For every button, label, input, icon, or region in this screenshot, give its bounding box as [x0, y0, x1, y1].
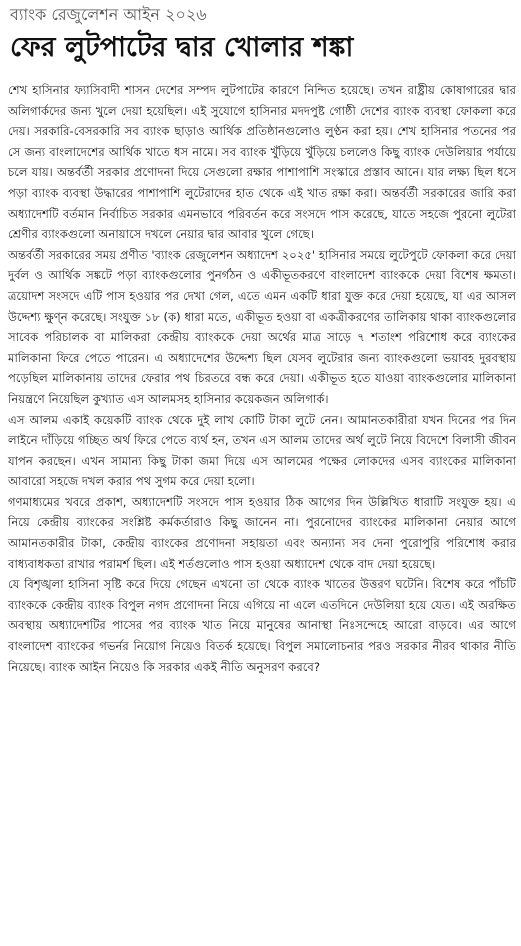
headline: ফের লুটপাটের দ্বার খোলার শঙ্কা — [10, 32, 354, 63]
paragraph: গণমাধ্যমের খবরে প্রকাশ, অধ্যাদেশটি সংসদে পাস হওয়ার ঠিক আগের দিন উল্লিখিত ধারাটি সংযুক্ত হয়। এ নিয়ে কেন্দ্রীয় ব্যাংকের সংশ্লিষ্ট কর্মকর্তারাও কিছু জানেন না। পুরনোদের ব্যাংকের মালিকানা নেয়ার আগে আমানতকারীর টাকা, কেন্দ্রীয় ব্যাংকের প্রণোদনা সহায়তা এবং অন্যান্য সব দেনা পুরোপুরি পরিশোধ করার বাধ্যবাধকতা রাখার পরামর্শ ছিল। এই শর্তগুলোও পাস হওয়া অধ্যাদেশ থেকে বাদ দেয়া হয়েছে। — [8, 494, 516, 571]
article-body — [8, 80, 516, 677]
paragraph: যে বিশৃঙ্খলা হাসিনা সৃষ্টি করে দিয়ে গেছেন এখনো তা থেকে ব্যাংক খাতের উত্তরণ ঘটেনি। বিশেষ করে পাঁচটি ব্যাংককে কেন্দ্রীয় ব্যাংক বিপুল নগদ প্রণোদনা নিয়ে এগিয়ে না এলে এতদিনে দেউলিয়া হয়ে যেত। এই অরক্ষিত অবস্থায় অধ্যাদেশটির পাসের পর ব্যাংক খাত নিয়ে মানুষের আনাস্থা নিঃসন্দেহে আরো বাড়বে। এর আগে বাংলাদেশ ব্যাংকের গভর্নর নিয়োগ নিয়েও বিতর্ক হয়েছে। বিপুল সমালোচনার পরও সরকার নীরব থাকার নীতি নিয়েছে। ব্যাংক আইন নিয়েও কি সরকার একই নীতি অনুসরণ করবে? — [8, 577, 516, 674]
paragraph: শেখ হাসিনার ফ্যাসিবাদী শাসন দেশের সম্পদ লুটপাটের কারণে নিন্দিত হয়েছে। তখন রাষ্ট্রীয় কোষাগারের দ্বার অলিগার্কদের জন্য খুলে দেয়া হয়েছিল। এই সুযোগে হাসিনার মদদপুষ্ট গোষ্ঠী দেশের ব্যাংক ব্যবস্থা ফোকলা করে দেয়। সরকারি-বেসরকারি সব ব্যাংক ছাড়াও আর্থিক প্রতিষ্ঠানগুলোও লুণ্ঠন করা হয়। শেখ হাসিনার পতনের পর সে জন্য বাংলাদেশের আর্থিক খাতে ধস নামে। সব ব্যাংক খুঁড়িয়ে খুঁড়িয়ে চললেও কিছু ব্যাংক দেউলিয়ার পর্যায়ে চলে যায়। অন্তর্বর্তী সরকার প্রণোদনা দিয়ে সেগুলো রক্ষার পাশাপাশি সংস্কারে প্রস্তাব আনে। যার লক্ষ্য ছিল ধসে পড়া ব্যাংক ব্যবস্থা উদ্ধারের পাশাপাশি লুটেরাদের হাত থেকে এই খাত রক্ষা করা। অন্তর্বর্তী সরকারের জারি করা অধ্যাদেশটি বর্তমান নির্বাচিত সরকার এমনভাবে পরিবর্তন করে সংসদে পাস করেছে, যাতে সহজে পুরনো লুটেরা শ্রেণীর ব্যাংকগুলো অনায়াসে দখলে নেয়ার দ্বার আবার খুলে গেছে। — [8, 83, 516, 242]
kicker: ব্যাংক রেজুলেশন আইন ২০২৬ — [10, 5, 207, 24]
paragraph: অন্তর্বর্তী সরকারের সময় প্রণীত 'ব্যাংক রেজুলেশন অধ্যাদেশ ২০২৫' হাসিনার সময়ে লুটেপুটে ফোকলা করে দেয়া দুর্বল ও আর্থিক সঙ্কটে পড়া ব্যাংকগুলোর পুনর্গঠন ও একীভূতকরণে বাংলাদেশ ব্যাংককে দেয়া বিশেষ ক্ষমতা। ত্রয়োদশ সংসদে এটি পাস হওয়ার পর দেখা গেল, এতে এমন একটি ধারা যুক্ত করে দেয়া হয়েছে, যা এর আসল উদ্দেশ্য ক্ষুণ্ন করেছে। সংযুক্ত ১৮ (ক) ধারা মতে, একীভূত হওয়া বা একত্রীকরণের তালিকায় থাকা ব্যাংকগুলোর সাবেক পরিচালক বা মালিকরা কেন্দ্রীয় ব্যাংককে দেয়া অর্থের মাত্র সাড়ে ৭ শতাংশ পরিশোধ করে ব্যাংকের মালিকানা ফিরে পেতে পারেন। এ অধ্যাদেশের উদ্দেশ্য ছিল যেসব লুটেরার জন্য ব্যাংকগুলো ভয়াবহ দুরবস্থায় পড়েছিল মালিকানায় তাদের ফেরার পথ চিরতরে বন্ধ করে দেয়া। একীভূত হতে যাওয়া ব্যাংকগুলোর মালিকানা নিয়ন্ত্রণে নিয়েছিল কুখ্যাত এস আলমসহ হাসিনার কয়েকজন অলিগার্ক। — [8, 247, 516, 406]
paragraph: এস আলম একাই কয়েকটি ব্যাংক থেকে দুই লাখ কোটি টাকা লুটে নেন। আমানতকারীরা যখন দিনের পর দিন লাইনে দাঁড়িয়ে গচ্ছিত অর্থ ফিরে পেতে ব্যর্থ হন, তখন এস আলম তাদের অর্থ লুটে নিয়ে বিদেশে বিলাসী জীবন যাপন করছেন। এখন সামান্য কিছু টাকা জমা দিয়ে এস আলমের পক্ষের লোকদের এসব ব্যাংকের মালিকানা আবারো সহজে দখল করার পথ সুগম করে দেয়া হলো। — [8, 412, 516, 489]
